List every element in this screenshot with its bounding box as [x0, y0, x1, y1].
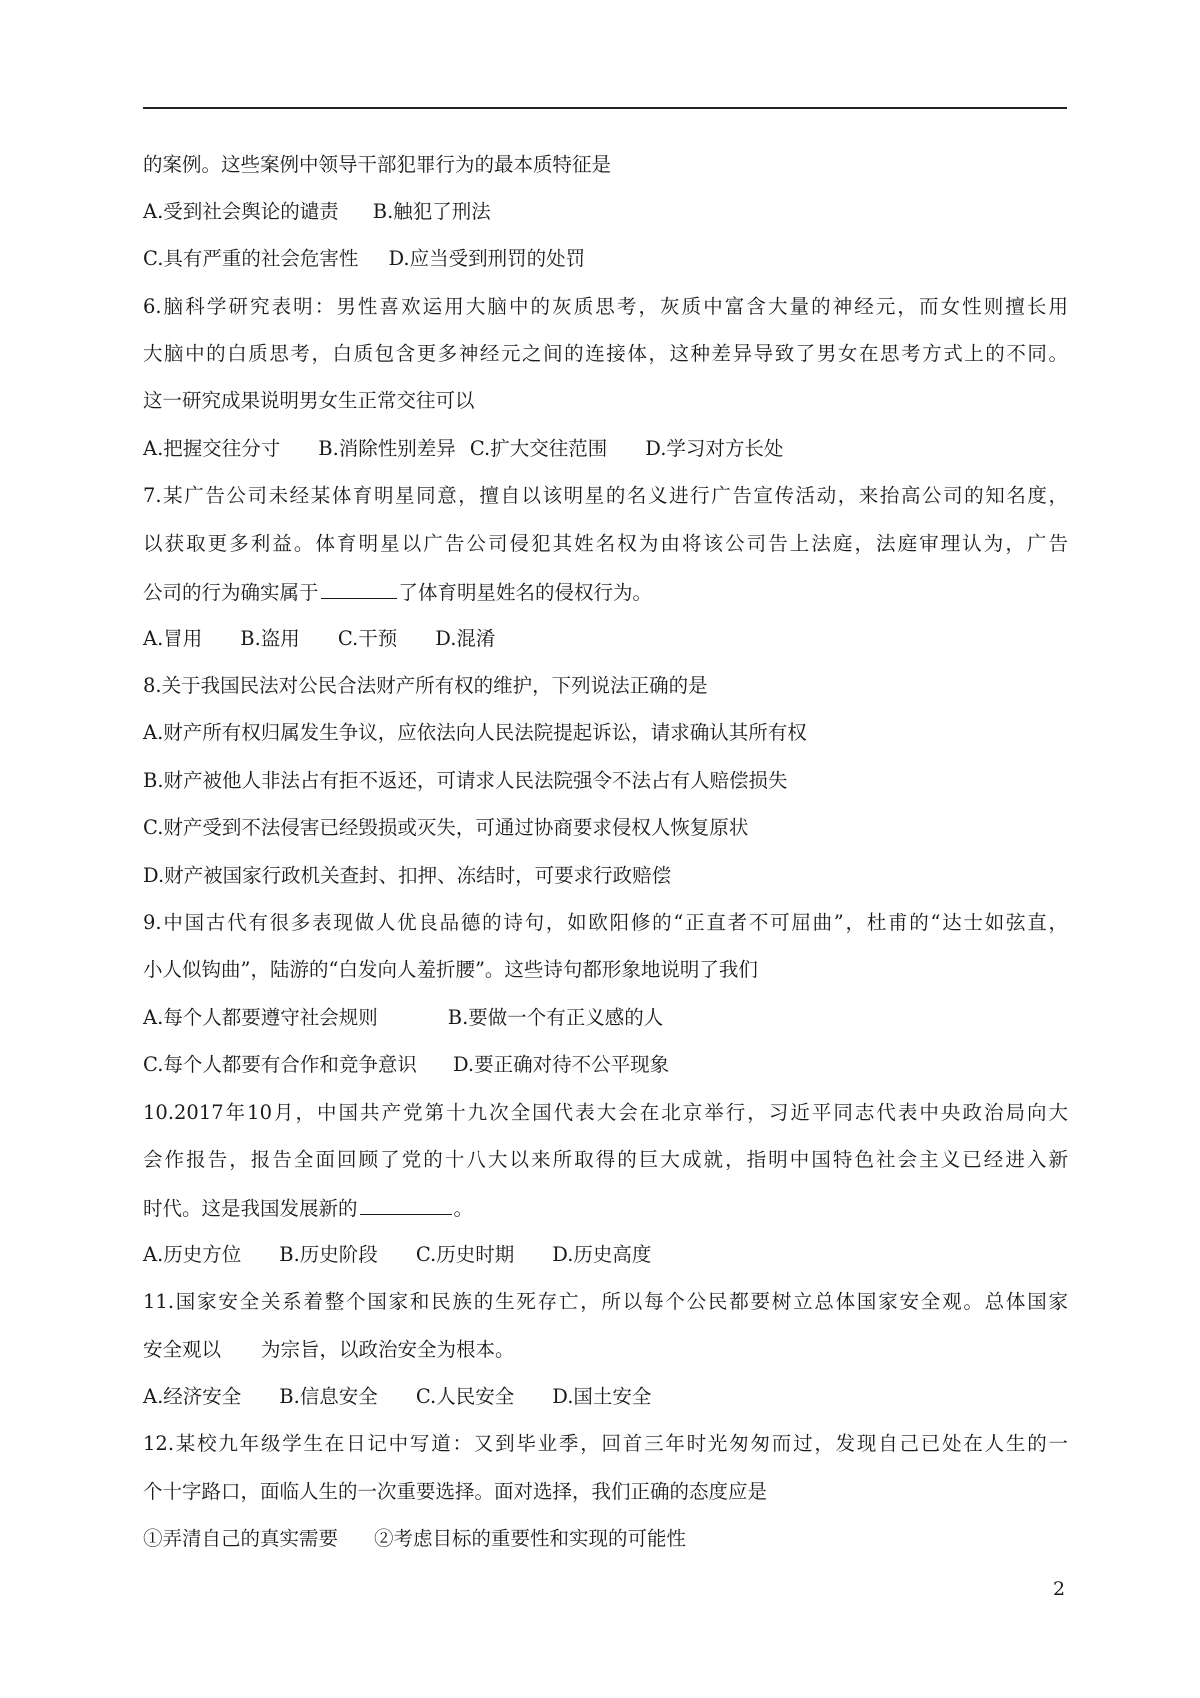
question-8-option-a: A.财产所有权归属发生争议，应依法向人民法院提起诉讼，请求确认其所有权 [143, 721, 807, 744]
option-a: A.每个人都要遵守社会规则 [143, 1006, 378, 1029]
options-line [143, 246, 1068, 272]
question-9-options-ab [143, 1005, 1068, 1031]
option-b: B.触犯了刑法 [372, 200, 491, 223]
option-a: A.把握交往分寸 [143, 437, 281, 460]
text-line: 的案例。这些案例中领导干部犯罪行为的最本质特征是 [143, 153, 612, 176]
option-d: D.应当受到刑罚的处罚 [388, 247, 586, 270]
question-10-line-2: 会作报告，报告全面回顾了党的十八大以来所取得的巨大成就，指明中国特色社会主义已经进入新 [143, 1148, 1068, 1171]
question-11-line-1: 11.国家安全关系着整个国家和民族的生死存亡，所以每个公民都要树立总体国家安全观。总体国家 [143, 1290, 1068, 1313]
question-12-statements [143, 1526, 1068, 1552]
text-before-blank: 时代。这是我国发展新的 [143, 1197, 358, 1220]
fill-blank [321, 578, 397, 599]
text-after-blank: 为宗旨，以政治安全为根本。 [261, 1338, 515, 1361]
text-before-blank: 公司的行为确实属于 [143, 581, 319, 604]
question-10-line-3 [143, 1194, 1068, 1222]
question-6-line-1: 6.脑科学研究表明：男性喜欢运用大脑中的灰质思考，灰质中富含大量的神经元，而女性则擅长用 [143, 295, 1068, 318]
question-12-line-1: 12.某校九年级学生在日记中写道：又到毕业季，回首三年时光匆匆而过，发现自己已处在人生的一 [143, 1432, 1068, 1455]
option-c: C.历史时期 [415, 1243, 515, 1266]
statement-2: ②考虑目标的重要性和实现的可能性 [374, 1527, 687, 1550]
question-7-options [143, 626, 1068, 652]
page-number: 2 [1053, 1578, 1066, 1600]
question-7-line-3 [143, 578, 1068, 606]
question-8-option-d: D.财产被国家行政机关查封、扣押、冻结时，可要求行政赔偿 [143, 864, 672, 887]
text-before-blank: 安全观以 [143, 1338, 222, 1361]
option-c: C.干预 [337, 627, 398, 650]
option-d: D.国土安全 [552, 1385, 652, 1408]
question-6-line-3: 这一研究成果说明男女生正常交往可以 [143, 389, 475, 412]
question-11-line-2 [143, 1337, 1068, 1363]
option-c: C.人民安全 [415, 1385, 515, 1408]
question-9-line-2: 小人似钩曲”，陆游的“白发向人羞折腰”。这些诗句都形象地说明了我们 [143, 958, 758, 981]
option-c: C.每个人都要有合作和竞争意识 [143, 1053, 417, 1076]
option-a: A.受到社会舆论的谴责 [143, 200, 339, 223]
statement-1: ①弄清自己的真实需要 [143, 1527, 339, 1550]
options-line [143, 199, 1068, 225]
question-7-line-2: 以获取更多利益。体育明星以广告公司侵犯其姓名权为由将该公司告上法庭，法庭审理认为，广告 [143, 532, 1068, 555]
question-9-line-1: 9.中国古代有很多表现做人优良品德的诗句，如欧阳修的“正直者不可屈曲”，杜甫的“达士如弦直， [143, 911, 1068, 934]
option-a: A.历史方位 [143, 1243, 242, 1266]
question-7-line-1: 7.某广告公司未经某体育明星同意，擅自以该明星的名义进行广告宣传活动，来抬高公司的知名度， [143, 484, 1068, 507]
text-after-blank: 了体育明星姓名的侵权行为。 [398, 581, 653, 604]
option-d: D.混淆 [435, 627, 496, 650]
option-b: B.消除性别差异 [318, 437, 456, 460]
option-d: D.要正确对待不公平现象 [452, 1053, 670, 1076]
option-c: C.扩大交往范围 [469, 437, 608, 460]
option-d: D.学习对方长处 [645, 437, 784, 460]
question-8-line-1: 8.关于我国民法对公民合法财产所有权的维护，下列说法正确的是 [143, 674, 708, 697]
option-b: B.信息安全 [279, 1385, 378, 1408]
question-10-line-1: 10.2017年10月，中国共产党第十九次全国代表大会在北京举行，习近平同志代表中央政治局向大 [143, 1101, 1068, 1124]
question-8-option-b: B.财产被他人非法占有拒不返还，可请求人民法院强令不法占有人赔偿损失 [143, 769, 788, 792]
option-c: C.具有严重的社会危害性 [143, 247, 359, 270]
question-6-options [143, 436, 1068, 462]
question-9-options-cd [143, 1052, 1068, 1078]
option-a: A.冒用 [143, 627, 203, 650]
option-b: B.历史阶段 [279, 1243, 378, 1266]
option-b: B.盗用 [240, 627, 300, 650]
header-rule [143, 107, 1067, 109]
question-6-line-2: 大脑中的白质思考，白质包含更多神经元之间的连接体，这种差异导致了男女在思考方式上的不同。 [143, 342, 1068, 365]
question-8-option-c: C.财产受到不法侵害已经毁损或灭失，可通过协商要求侵权人恢复原状 [143, 816, 749, 839]
question-10-options [143, 1242, 1068, 1268]
option-a: A.经济安全 [143, 1385, 242, 1408]
fill-blank [360, 1194, 452, 1215]
option-d: D.历史高度 [552, 1243, 652, 1266]
option-b: B.要做一个有正义感的人 [447, 1006, 664, 1029]
question-11-options [143, 1384, 1068, 1410]
question-12-line-2: 个十字路口，面临人生的一次重要选择。面对选择，我们正确的态度应是 [143, 1480, 768, 1503]
text-after-blank: 。 [453, 1197, 474, 1220]
